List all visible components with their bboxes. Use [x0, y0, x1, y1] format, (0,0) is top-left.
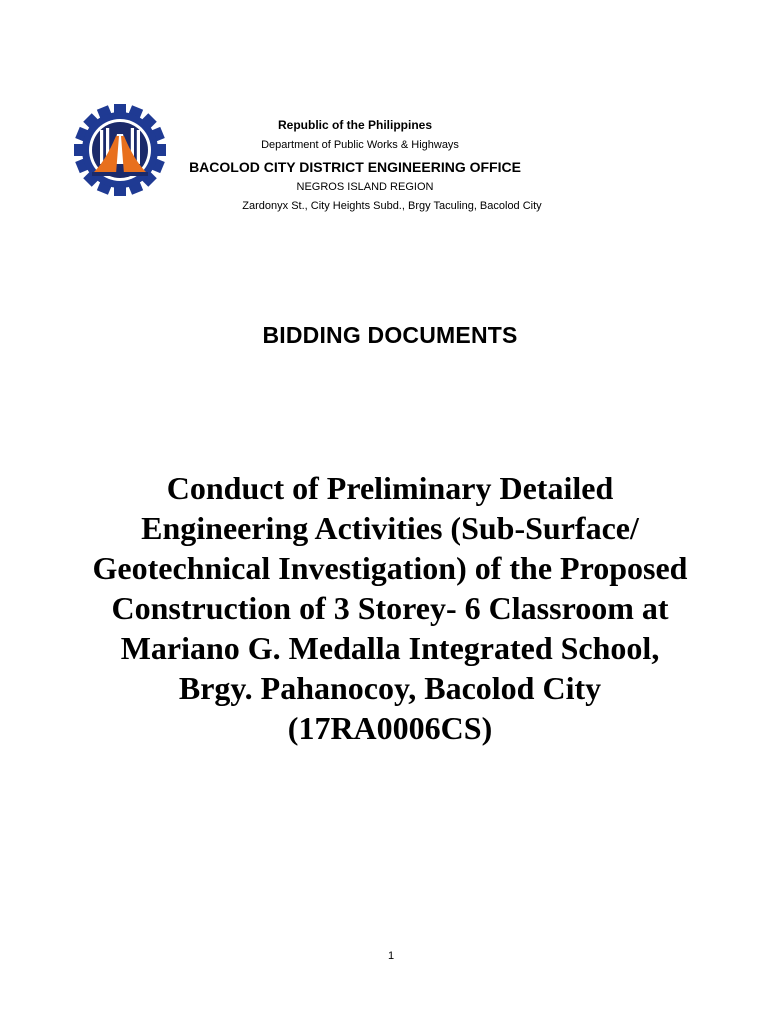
department-line: Department of Public Works & Highways — [261, 139, 459, 151]
region-line: NEGROS ISLAND REGION — [296, 181, 434, 193]
document-title: Conduct of Preliminary Detailed Engineering Activities (Sub-Surface/ Geotechnical Investigation) of the Proposed Construction of 3 Storey- 6 Classroom at Mariano G. Medalla Integrated School, Brgy. Pahanocoy, Bacolod City (17RA0006CS) — [92, 470, 688, 746]
address-line: Zardonyx St., City Heights Subd., Brgy Taculing, Bacolod City — [242, 200, 542, 212]
republic-line: Republic of the Philippines — [277, 118, 432, 132]
office-name: BACOLOD CITY DISTRICT ENGINEERING OFFICE — [189, 159, 521, 175]
document-heading: BIDDING DOCUMENTS — [262, 322, 518, 348]
page-number: 1 — [387, 950, 395, 962]
